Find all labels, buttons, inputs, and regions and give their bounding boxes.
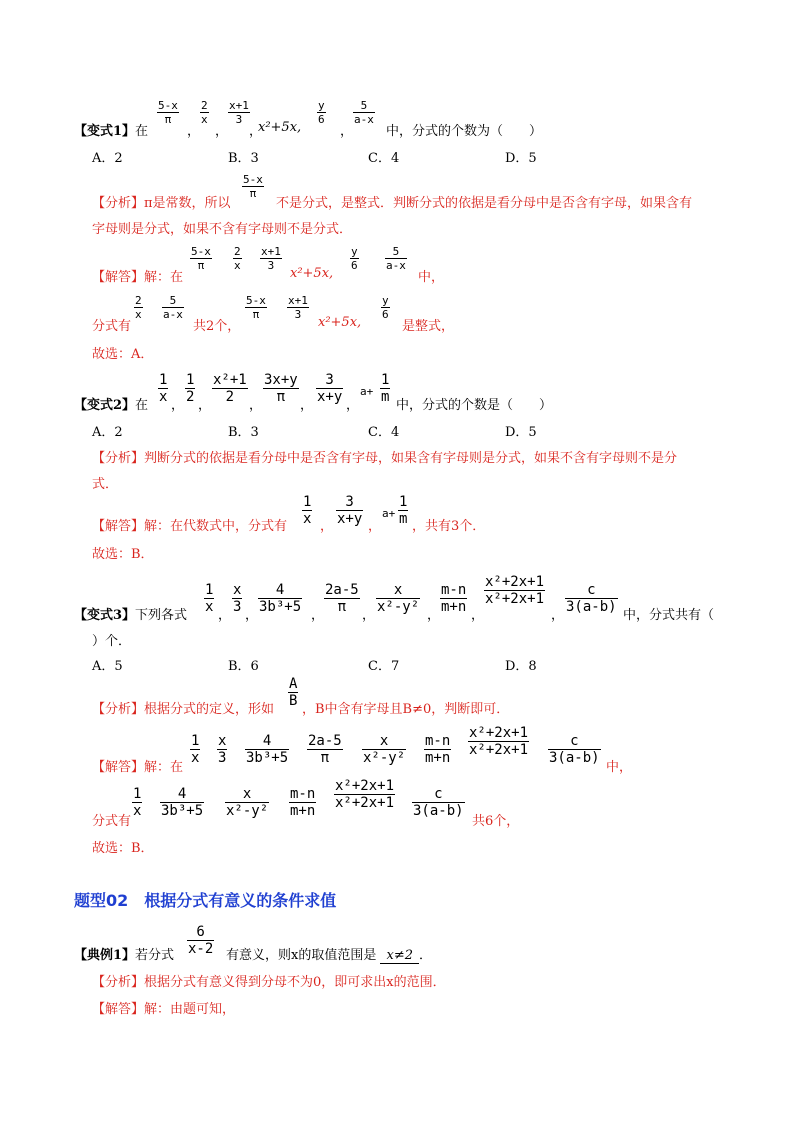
fraction: $\frac{\text{x²+2x+1}}{\text{x²+2x+1}}$: [469, 725, 529, 758]
fraction: $\frac{x+1}{3}$: [229, 99, 249, 126]
answer-line: 【解答】解：在: [92, 760, 184, 775]
fraction: $\frac{2}{x}$: [135, 294, 142, 321]
fraction: $\frac{1}{x}$: [159, 372, 168, 405]
fraction: $\frac{\text{x²+2x+1}}{\text{x²+2x+1}}$: [485, 574, 545, 607]
fraction: $\frac{m-n}{m+n}$: [290, 786, 316, 819]
option-c: C．7: [368, 659, 400, 674]
fraction: $\frac{y}{6}$: [351, 245, 358, 272]
option-b: B．6: [228, 659, 259, 674]
option-c: C．4: [368, 425, 400, 440]
fraction: $\frac{6}{x-2}$: [188, 924, 214, 957]
fraction: $\frac{m-n}{m+n}$: [425, 733, 451, 766]
question-text: 中，分式的个数是（ ）: [396, 398, 553, 413]
fraction: $\frac{5-x}{\pi}$: [243, 173, 263, 200]
analysis-line: 【分析】π是常数，所以: [92, 196, 231, 211]
fraction: $\frac{1}{x}$: [303, 494, 312, 527]
fraction: $\frac{1}{x}$: [205, 582, 214, 615]
fraction: $\frac{3}{x+y}$: [337, 494, 363, 527]
fraction: $\frac{x}{\text{x²-y²}}$: [377, 582, 420, 615]
fraction: $\frac{1}{x}$: [133, 786, 142, 819]
question-text: 有意义，则x的取值范围是: [226, 948, 377, 963]
answer-line: 【解答】解：由题可知，: [92, 1002, 236, 1017]
analysis-text: ，B中含有字母且B≠0，判断即可．: [302, 702, 510, 717]
fraction: $\frac{5-x}{\pi}$: [246, 294, 266, 321]
question-text: 中，分式的个数为（ ）: [386, 124, 543, 139]
choose-answer: 故选：A．: [92, 347, 154, 362]
fraction: $\frac{\text{x²+2x+1}}{\text{x²+2x+1}}$: [335, 778, 395, 811]
fraction: $\frac{c}{3(a-b)}$: [413, 786, 464, 819]
fraction: $\frac{2a-5}{\pi}$: [325, 582, 359, 615]
question-text: ）个．: [92, 634, 132, 649]
section-heading: 题型02 根据分式有意义的条件求值: [74, 891, 337, 910]
fraction: $\frac{y}{6}$: [318, 99, 325, 126]
fraction: $\frac{m-n}{m+n}$: [441, 582, 467, 615]
question-label: 【变式3】: [74, 608, 136, 623]
analysis-line: 【分析】根据分式的定义，形如: [92, 702, 275, 717]
fraction: $\frac{x+1}{3}$: [288, 294, 308, 321]
fraction: $\frac{5-x}{\pi}$: [158, 99, 178, 126]
fraction: $\frac{A}{B}$: [289, 676, 298, 709]
question-line: 【变式1】在: [74, 124, 149, 139]
analysis-line: 【分析】根据分式有意义得到分母不为0，即可求出x的范围．: [92, 975, 446, 990]
fraction: $\frac{x}{3}$: [233, 582, 242, 615]
fraction: $\frac{5}{a-x}$: [386, 245, 406, 272]
analysis-text: 字母则是分式，如果不含有字母则不是分式．: [92, 222, 353, 237]
fraction: $\frac{2}{x}$: [201, 99, 208, 126]
option-a: A．2: [92, 151, 123, 166]
fraction: $\frac{5}{a-x}$: [354, 99, 374, 126]
question-label: 【典例1】: [74, 948, 136, 963]
option-d: D．5: [505, 151, 537, 166]
fraction: $\frac{1}{2}$: [186, 372, 195, 405]
fraction: $\frac{\text{x²+1}}{2}$: [213, 372, 247, 405]
question-line: 【典例1】若分式: [74, 948, 175, 963]
option-d: D．5: [505, 425, 537, 440]
fraction: $\frac{5-x}{\pi}$: [191, 245, 211, 272]
question-label: 【变式2】: [74, 398, 136, 413]
option-d: D．8: [505, 659, 537, 674]
fraction: $\frac{1}{m}$: [399, 494, 408, 527]
choose-answer: 故选：B．: [92, 841, 154, 856]
answer-blank: x≠2: [380, 948, 419, 964]
fraction: $\frac{3x+y}{\pi}$: [264, 372, 298, 405]
fraction: $\frac{x}{\text{x²-y²}}$: [226, 786, 269, 819]
option-a: A．2: [92, 425, 123, 440]
choose-answer: 故选：B．: [92, 547, 154, 562]
fraction: $\frac{2a-5}{\pi}$: [308, 733, 342, 766]
fraction: $\frac{2}{x}$: [234, 245, 241, 272]
fraction: $\frac{5}{a-x}$: [163, 294, 183, 321]
fraction: $\frac{x+1}{3}$: [261, 245, 281, 272]
question-line: 【变式3】下列各式: [74, 608, 188, 623]
fraction: $\frac{c}{3(a-b)}$: [549, 733, 600, 766]
answer-line: 【解答】解：在: [92, 270, 184, 285]
fraction: $\frac{4}{\text{3b³+5}}$: [246, 733, 289, 766]
option-b: B．3: [228, 151, 259, 166]
fraction: $\frac{3}{x+y}$: [317, 372, 343, 405]
option-c: C．4: [368, 151, 400, 166]
analysis-line: 【分析】判断分式的依据是看分母中是否含有字母，如果含有字母则是分式，如果不含有字母则不是分: [92, 451, 678, 466]
fraction: $\frac{1}{x}$: [191, 733, 200, 766]
question-text: 中，分式共有（: [623, 608, 715, 623]
question-label: 【变式1】: [74, 124, 136, 139]
fraction: $\frac{x}{\text{x²-y²}}$: [363, 733, 406, 766]
option-b: B．3: [228, 425, 259, 440]
analysis-text: 不是分式，是整式．判断分式的依据是看分母中是否含有字母，如果含有: [276, 196, 693, 211]
answer-line: 【解答】解：在代数式中，分式有: [92, 519, 288, 534]
question-line: 【变式2】在: [74, 398, 149, 413]
fraction: $\frac{4}{\text{3b³+5}}$: [161, 786, 204, 819]
analysis-text: 式．: [92, 477, 119, 492]
expression: x²+5x,: [290, 266, 334, 281]
fraction: $\frac{x}{3}$: [218, 733, 227, 766]
fraction: $\frac{1}{m}$: [381, 372, 390, 405]
option-a: A．5: [92, 659, 123, 674]
fraction: $\frac{y}{6}$: [382, 294, 389, 321]
expression: x²+5x,: [258, 120, 302, 135]
fraction: $\frac{c}{3(a-b)}$: [566, 582, 617, 615]
fraction: $\frac{4}{\text{3b³+5}}$: [259, 582, 302, 615]
